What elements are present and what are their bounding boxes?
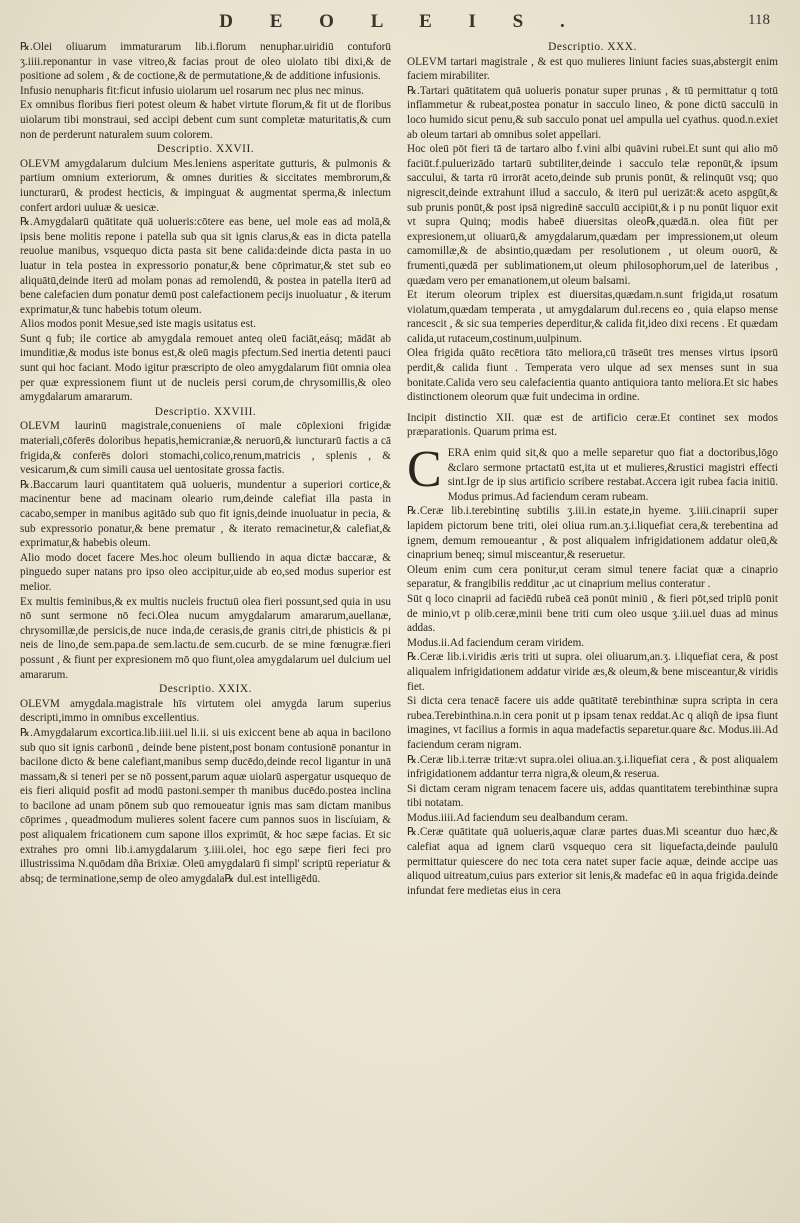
page-number: 118 bbox=[748, 12, 770, 28]
paragraph: Sūt q loco cinaprii ad faciēdū rubeā ceā ponūt miniū , & fieri pōt,sed triplū ponit de minio,vt p olib.ceræ,minii bene triti cum oleo usque ʒ.iii.uel duas ad minus addas. bbox=[407, 592, 778, 635]
drop-cap-initial: C bbox=[407, 441, 442, 499]
paragraph: Et iterum oleorum triplex est diuersitas,quædam.n.sunt frigida,ut rosatum violatum,quædam temperata , ut amygdalarum dul.recens eo , quia elapso mense rancescit , & sic sua temperies deperditur,& calida fit,ideo dixi recens . Et quædam calida,ut rutaceum,costinum,uulpinum. bbox=[407, 289, 778, 345]
paragraph: Modus.ii.Ad faciendum ceram viridem. bbox=[407, 636, 585, 649]
paragraph: Olea frigida quāto recētiora tāto meliora,cū trāseūt tres menses virtus ipsorū perdit,& calida fiunt . Temperata vero ulque ad sex menses sunt in sua bonitate.Calida vero seu calefacientia quanto antiquiora tanto meliora.Et sic habes distinctionem oleorum quæ fuit undecima in ordine. bbox=[407, 347, 778, 404]
paragraph: Si dictam ceram nigram tenacem facere uis, addas quantitatem terebinthinæ supra tibi notatam. bbox=[407, 782, 778, 810]
section-title: Descriptio. XXIX. bbox=[159, 683, 252, 696]
paragraph: OLEVM laurinū magistrale,conueniens oī male cōplexioni frigidæ materiali,cōferēs doloribus hepatis,hemicraniæ,& neruorū,& iuncturarū factis a cā frigida,& conferēs dolori stomachi,colico,renum,matricis , splenis , & vesicarum,& cum simili causa uel uentositate grossa factis. bbox=[20, 420, 391, 477]
page-header bbox=[0, 8, 800, 36]
paragraph: Incipit distinctio XII. quæ est de artificio ceræ.Et continet sex modos præparationis. Quarum prima est. bbox=[407, 411, 778, 439]
paragraph: Hoc oleū pōt fieri tā de tartaro albo f.vini albi quāvini rubei.Et sunt qui alio mō faciūt.f.puluerizādo tartarū subtiliter,deinde i sacculo telæ reponūt,& ipsum saccului, & tarta rū irrorāt aceto,deinde sub prunis ponūt, & relinquūt vsq; quo nigrescit,deinde extrahunt illud a sacculo, & iterū pul uerizāt:& aceto aspgūt,& sub prunis ponūt,& post ipsā nigredinē sacculū accipiūt,& i p nu ponūt liquor exit vt supra Quinq; modis habeē diuersitas oleo℞,quædā.n. olea fiūt per expresionem,ut oliuarū,& amygdalarum,quædam per impressionem,ut oleum camomillæ,& de absintio,quædam per resolutionem , ut oleum ouorū, & frumenti,quædā per sublimationem,ut oleum philosophorum,uel de lateribus , quædam vero per emanationem,ut oleum balsami. bbox=[407, 143, 778, 287]
paragraph: Alio modo docet facere Mes.hoc oleum bulliendo in aqua dictæ baccaræ, & pinguedo super natans pro ipso oleo accipitur,uide ab eo,sed modus superior est melior. bbox=[20, 551, 391, 593]
paragraph: Modus.iiii.Ad faciendum seu dealbandum ceram. bbox=[407, 811, 628, 824]
paragraph: Ex multis feminibus,& ex multis nucleis fructuū olea fieri possunt,sed quia in usu nō sunt sermone nō feci.Olea nucum amygdalarum amararum,auellanæ, chrysomillæ,de persicis,de nuce inda,de cerasis,de granis citri,de phisticis & pi neis de lino,de sem.papa.de sem.lactu.de sem.cucurb. de se mine fœnugræ.fieri possunt , & fiunt per expresionem mō quo fiunt,olea amygdalarum uel dulcium uel amararum. bbox=[20, 595, 391, 681]
paragraph: OLEVM amygdalarum dulcium Mes.leniens asperitate gutturis, & pulmonis & partium omnium exteriorum, & omnes durities & siccitates membrorum,& iuncturarū, & prodest hecticis, & impinguat & augmentat sperma,& inlectum confert ardori uuluæ & uesicæ. bbox=[20, 157, 391, 214]
paragraph: Infusio nenupharis fit:ficut infusio uiolarum uel rosarum nec plus nec minus. bbox=[20, 84, 364, 97]
paragraph: Oleum enim cum cera ponitur,ut ceram simul tenere faciat quæ a cinaprio separatur, & frangibilis redditur ,ac ut cinaprium melius conteratur . bbox=[407, 563, 778, 591]
paragraph: Si dicta cera tenacē facere uis adde quātitatē terebinthinæ supra scripta in cera rubea.Terebinthina.n.in cera ponit ut p ipsam tenax reddat.Ac q aliqñ de ipsa fiunt imagines, vt facilius a formis in aqua madefactis separetur.quare &c. Modus.iii.Ad faciendum ceram nigram. bbox=[407, 695, 778, 751]
paragraph: ℞.Amygdalarū quātitate quā uolueris:cōtere eas bene, uel mole eas ad molā,& ipsis bene molitis repone i patella sub qua sit ignis clarus,& eas in dicta patella reuolue manibus, vsquequo dicta pasta sit bene calida:deinde dicta pasta in uo luatur in tela postea in expressorio ponatur,& bene cōprimatur,& stet sub eo aliquātū,deinde iterū ad molam ponas ad remolendū, & postea in patella iterū ad bene calefacien dum ponatur demū post calefactionem pecijs inuoluatur , & iterum exprimatur,& tunc habebis totum oleum. bbox=[20, 216, 391, 316]
paragraph: OLEVM amygdala.magistrale hīs virtutem olei amygda larum superius descripti,immo in omnibus excellentius. bbox=[20, 697, 391, 725]
paragraph: ℞.Amygdalarum excortica.lib.iiii.uel li.ii. si uis exiccent bene ab aqua in bacilono sub quo sit ignis carbonū , deinde bene pistent,post bonam contusionē ponantur in bacilone dicto & bene calefiant,manibus semp ducēdo,deinde recol ligantur in unā massam,& si teneri per se nō possent,parum aquæ uiolarū aspergatur usquequo de eis fieri aliquid posfit ad modū pastoni.semper th manibus ducēdo.postea inclina to bacilone ad unam pōnem sub quo remoueatur ignis mas sam dictam manibus cōprimes , queadmodum mulieres solent facere cum pannos suos in liscíuiam, & post aliqualem fricationem cum sapone illos exprimūt, & hoc sæpe facias. Et sic extrahes pro omni lib.i.amygdalarum ʒ.iiii.olei, hoc ego sæpe fieri feci pro illustrissima N.quōdam dña Brixiæ. Oleū amygdalarū fi simpl' scriptū reperiatur & absq; de terminatione,semp de oleo amygdala℞ dul.est intelligēdū. bbox=[20, 726, 391, 885]
section-title: Descriptio. XXVII. bbox=[156, 143, 255, 156]
paragraph-with-initial bbox=[407, 441, 778, 504]
paragraph: ℞.Ceræ quātitate quā uolueris,aquæ claræ partes duas.Mi sceantur duo hæc,& calefiat aqua ad ignem clarū vsquequo cera sit liquefacta,deinde paululū permittatur quiescere do nec tota cera natet super facie aquæ, deinde accipe uas aliquod uitreatum,cuius pars exterior sit lenis,& madefac eū in aqua frigida.deinde infundat fere medietas eius in cera bbox=[407, 826, 778, 897]
running-title: D E O L E I S . bbox=[219, 11, 581, 32]
paragraph: ℞.Ceræ lib.i.viridis æris triti ut supra. olei oliuarum,an.ʒ. i.liquefiat cera, & post aliqualem infrigidationem addatur viride æs,& oleum,& bene misceantur,& viridis fiet. bbox=[407, 651, 778, 693]
paragraph: Alios modos ponit Mesue,sed iste magis usitatus est. bbox=[20, 318, 256, 331]
section-title: Descriptio. XXX. bbox=[548, 41, 637, 53]
paragraph: ℞.Baccarum lauri quantitatem quā uolueris, mundentur a superiori cortice,& macinentur bene ad macinam oleario rum,deinde calefiat illa pasta in cacabo,semper in manibus agitādo sub quo fit ignis,deinde inuoluatur in pecia, & sub expressorio ponatur,& bene prematur , & iterato remacinetur,& calefiat,& exprimatur,& habebis oleum. bbox=[20, 478, 391, 550]
paragraph-text: ERA enim quid sit,& quo a melle separetur quo fiat a doctoribus,lōgo &claro sermone prtactatū est,ita ut et mulieres,&rustici magistri effecti sint.Igr de ip sius artificio scribere restabat.Accera igit rubea facia initiū. Modus primus.Ad faciendum ceram rubeam. bbox=[447, 447, 778, 503]
paragraph: ℞.Tartari quātitatem quā uolueris ponatur super prunas , & tū permittatur q totū inflammetur & rubeat,postea ponatur in sacculo lineo, & pone dictū sacculū in loco humido sicut penu,& sub sacculo ponat uel ampulla uel cyathus. quod.n.exiet ab oleum tartari ab omnibus solet appellari. bbox=[407, 84, 778, 141]
paragraph: Ex omnibus floribus fieri potest oleum & habet virtute florum,& fit ut de floribus uiolarum tibi monstraui, sed accipi debent cum sunt completæ maturitatis,& cum non de perderunt naturalem suum colorem. bbox=[20, 99, 391, 141]
section-title: Descriptio. XXVIII. bbox=[154, 405, 257, 418]
paragraph: ℞.Ceræ lib.i.terræ tritæ:vt supra.olei oliua.an.ʒ.i.liquefiat cera , & post aliqualem infrigidationem addantur terra nigra,& oleum,& reserua. bbox=[407, 753, 778, 781]
text-columns bbox=[20, 40, 778, 1200]
paragraph: OLEVM tartari magistrale , & est quo mulieres liniunt facies suas,abstergit enim faciem mirabiliter. bbox=[407, 55, 778, 83]
paragraph: Sunt q fub; ile cortice ab amygdala remouet anteq oleū faciāt,eásq; mādāt ab imunditiæ,& modus iste bonus est,& oleū magis pfectum.Sed inertia detenti pauci sunt qui hoc faciant. Modo igitur præscripto de oleo amygdalarum fiūt omnia olea per quæ expressionem fiunt ut de nucleis persi corum,de chrysomillis,& oleo amygdalarum amararum. bbox=[20, 332, 391, 404]
left-column bbox=[20, 40, 391, 1200]
paragraph: ℞.Ceræ lib.i.terebintinę subtilis ʒ.iii.in estate,in hyeme. ʒ.iiii.cinaprii super lapidem pictorum bene triti, olei oliua rum.an.ʒ.i.liquefiat cera,& terebentina ad ignem, demum remoueantur , & post aliqualem infrigidationem addatur oleū,& cinaprium beneq; simul misceantur,& reseruetur. bbox=[407, 505, 778, 562]
right-column bbox=[407, 40, 778, 1200]
paragraph: ℞.Olei oliuarum immaturarum lib.i.florum nenuphar.uiridiū contuforū ʒ.iiii.reponantur in vase vitreo,& facias prout de oleo uiolato tibi dixi,& de positione ad solem , & de coctione,& de permutatione,& de additione infusionis. bbox=[20, 41, 391, 83]
